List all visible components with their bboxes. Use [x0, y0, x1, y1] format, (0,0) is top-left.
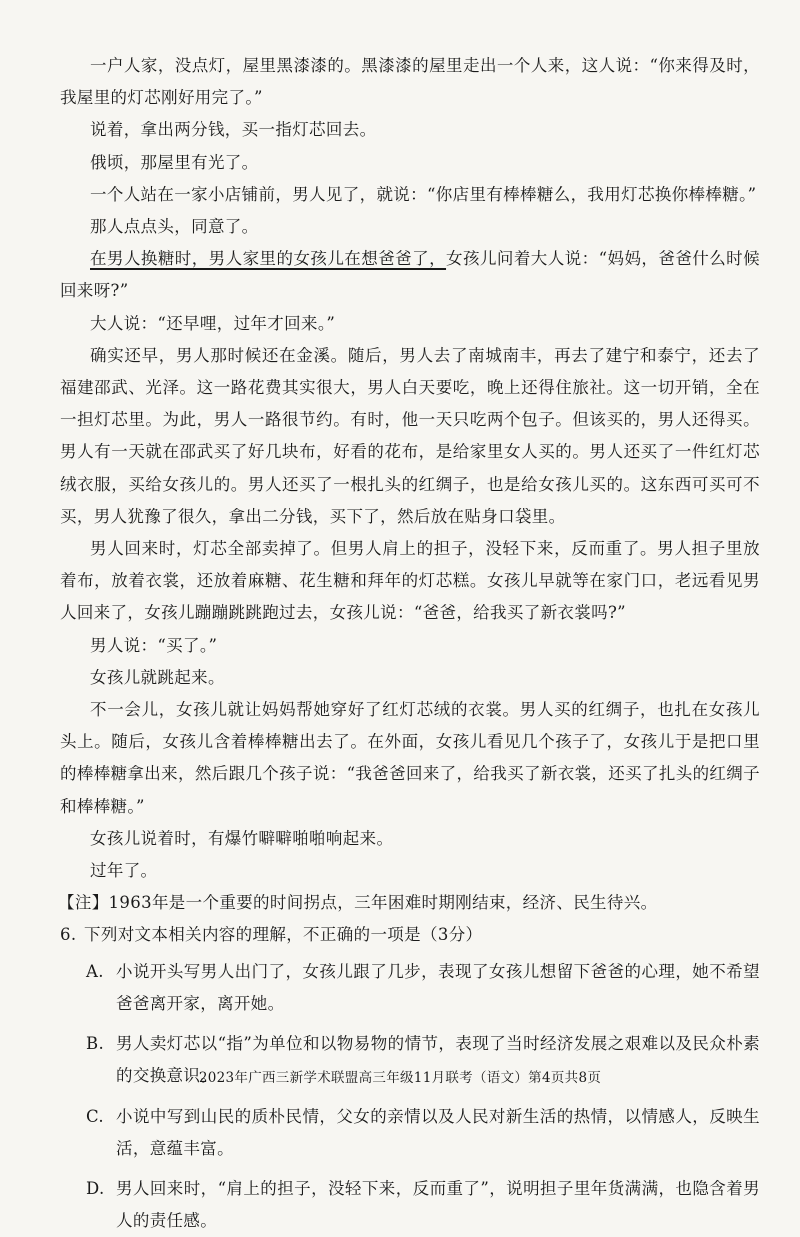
page-footer: 2023年广西三新学术联盟高三年级11月联考（语文）第4页共8页	[198, 1070, 602, 1086]
option-text: 小说开头写男人出门了，女孩儿跟了几步，表现了女孩儿想留下爸爸的心理，她不希望爸爸离开家，离开她。	[116, 961, 760, 1013]
underlined-sentence: 在男人换糖时，男人家里的女孩儿在想爸爸了，	[90, 249, 447, 269]
paragraph-12: 不一会儿，女孩儿就让妈妈帮她穿好了红灯芯绒的衣裳。男人买的红绸子，也扎在女孩儿头上。随后，女孩儿含着棒棒糖出去了。在外面，女孩儿看见几个孩子了，女孩儿于是把口里的棒棒糖拿出来，然后跟几个孩子说：“我爸爸回来了，给我买了新衣裳，还买了扎头的红绸子和棒棒糖。”	[60, 700, 760, 816]
paragraph-9: 男人回来时，灯芯全部卖掉了。但男人肩上的担子，没轻下来，反而重了。男人担子里放着布，放着衣裳，还放着麻糖、花生糖和拜年的灯芯糕。女孩儿早就等在家门口，老远看见男人回来了，女孩儿蹦蹦跳跳跑过去，女孩儿说：“爸爸，给我买了新衣裳吗?”	[60, 539, 760, 623]
paragraph-underlined	[60, 243, 760, 307]
annotation-note: 【注】1963年是一个重要的时间拐点，三年困难时期刚结束，经济、民生待兴。	[58, 893, 658, 913]
paragraph-8: 确实还早，男人那时候还在金溪。随后，男人去了南城南丰，再去了建宁和泰宁，还去了福建邵武、光泽。这一路花费其实很大，男人白天要吃，晚上还得住旅社。这一切开销，全在一担灯芯里。为此，男人一路很节约。有时，他一天只吃两个包子。但该买的，男人还得买。男人有一天就在邵武买了好几块布，好看的花布，是给家里女人买的。男人还买了一件红灯芯绒衣服，买给女孩儿的。男人还买了一根扎头的红绸子，也是给女孩儿买的。这东西可买可不买，男人犹豫了很久，拿出二分钱，买下了，然后放在贴身口袋里。	[60, 345, 760, 526]
option-c[interactable]	[86, 1101, 760, 1165]
option-text: 小说中写到山民的质朴民情，父女的亲情以及人民对新生活的热情，以情感人，反映生活，意蕴丰富。	[116, 1106, 760, 1158]
question-title	[60, 919, 760, 951]
option-letter: D.	[86, 1178, 105, 1198]
option-d[interactable]	[86, 1173, 760, 1237]
option-a[interactable]	[86, 956, 760, 1020]
paragraph-4: 一个人站在一家小店铺前，男人见了，就说：“你店里有棒棒糖么，我用灯芯换你棒棒糖。”	[90, 184, 757, 204]
paragraph-13: 女孩儿说着时，有爆竹噼噼啪啪响起来。	[90, 828, 394, 848]
paragraph-11: 女孩儿就跳起来。	[90, 667, 225, 687]
paragraph-3: 俄顷，那屋里有光了。	[90, 152, 259, 172]
underlined-paragraph-rest: 女孩儿问着大人说：“妈妈，爸爸什么时候回来呀?”	[60, 249, 760, 301]
option-text: 男人回来时，“肩上的担子，没轻下来，反而重了”，说明担子里年货满满，也隐含着男人的责任感。	[116, 1178, 760, 1231]
option-letter: C.	[86, 1106, 104, 1126]
option-letter: B.	[86, 1034, 105, 1054]
question-text: 下列对文本相关内容的理解，不正确的一项是（3分）	[84, 925, 483, 945]
paragraph-14: 过年了。	[90, 861, 158, 881]
paragraph-5: 那人点点头，同意了。	[90, 217, 259, 237]
paragraph-1: 一户人家，没点灯，屋里黑漆漆的。黑漆漆的屋里走出一个人来，这人说：“你来得及时，我屋里的灯芯刚好用完了。”	[60, 56, 760, 108]
reading-passage	[60, 50, 760, 1237]
option-text: 男人卖灯芯以“指”为单位和以物易物的情节，表现了当时经济发展之艰难以及民众朴素的交换意识。	[116, 1034, 760, 1086]
option-letter: A.	[86, 961, 104, 981]
question-number: 6.	[60, 925, 77, 945]
paragraph-10: 男人说：“买了。”	[90, 635, 218, 655]
paragraph-7: 大人说：“还早哩，过年才回来。”	[90, 313, 336, 333]
paragraph-2: 说着，拿出两分钱，买一指灯芯回去。	[90, 120, 377, 140]
